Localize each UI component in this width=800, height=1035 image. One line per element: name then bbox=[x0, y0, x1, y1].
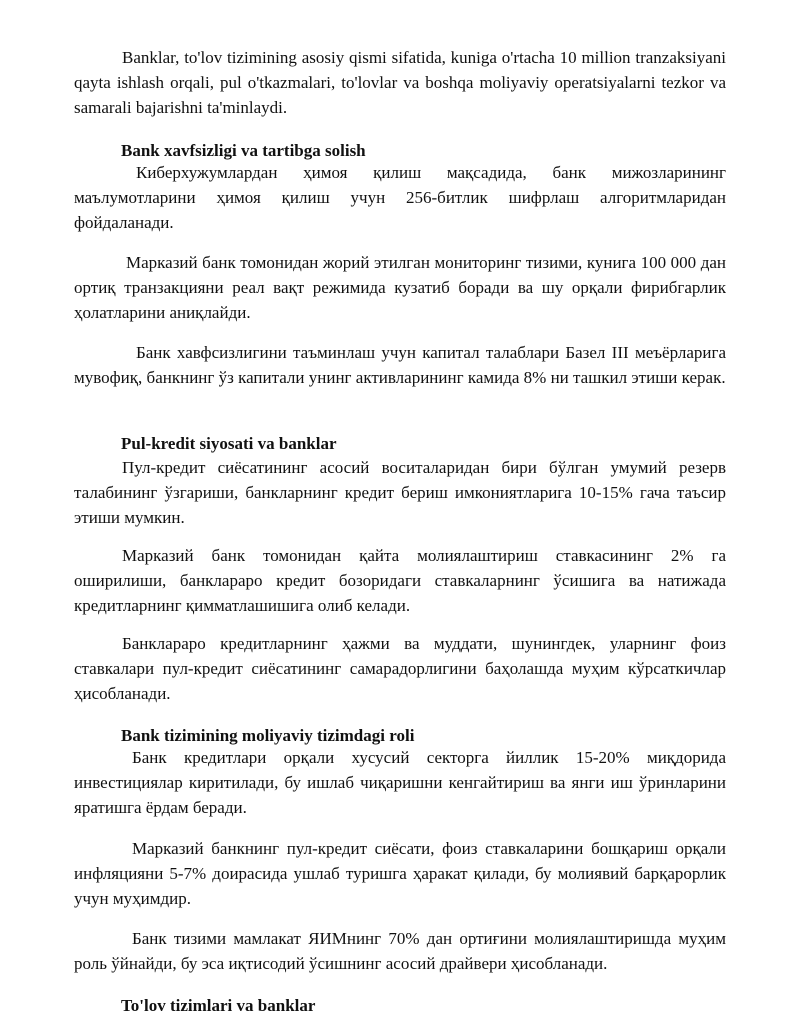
security-paragraph-3: Банк хавфсизлигини таъминлаш учун капитал талаблари Базел III меъёрларига мувофиқ, банкнинг ўз капитали унинг активларининг камида 8% ни ташкил этиши керак. bbox=[74, 343, 726, 387]
monetary-paragraph-3-block bbox=[74, 631, 726, 706]
security-paragraph-3-block bbox=[74, 340, 726, 390]
role-paragraph-2: Марказий банкнинг пул-кредит сиёсати, фоиз ставкаларини бошқариш орқали инфляцияни 5-7% доирасида ушлаб туришга ҳаракат қилади, бу молиявий барқарорлик учун муҳимдир. bbox=[74, 839, 726, 908]
intro-paragraph-block bbox=[74, 45, 726, 120]
intro-paragraph: Banklar, to'lov tizimining asosiy qismi sifatida, kuniga o'rtacha 10 million tranzaksiyani qayta ishlash orqali, pul o'tkazmalari, to'lovlar va boshqa moliyaviy operatsiyalarni tezkor va samarali bajarishni ta'minlaydi. bbox=[74, 48, 726, 117]
section-heading-payment-systems: To'lov tizimlari va banklar bbox=[121, 996, 316, 1015]
section-heading-financial-role: Bank tizimining moliyaviy tizimdagi roli bbox=[121, 726, 415, 745]
security-paragraph-1: Киберхужумлардан ҳимоя қилиш мақсадида, банк мижозларининг маълумотларини ҳимоя қилиш учун 256-битлик шифрлаш алгоритмларидан фойдаланади. bbox=[74, 163, 726, 232]
monetary-paragraph-1: Пул-кредит сиёсатининг асосий воситаларидан бири бўлган умумий резерв талабининг ўзгариши, банкларнинг кредит бериш имкониятларига 10-15% гача таъсир этиши мумкин. bbox=[74, 458, 726, 527]
monetary-paragraph-1-block bbox=[74, 455, 726, 530]
section-heading-security: Bank xavfsizligi va tartibga solish bbox=[121, 141, 366, 160]
security-paragraph-2-block bbox=[74, 250, 726, 325]
role-paragraph-3: Банк тизими мамлакат ЯИМнинг 70% дан ортиғини молиялаштиришда муҳим роль ўйнайди, бу эса иқтисодий ўсишнинг асосий драйвери ҳисобланади. bbox=[74, 929, 726, 973]
role-paragraph-2-block bbox=[74, 836, 726, 911]
role-paragraph-1: Банк кредитлари орқали хусусий секторга йиллик 15-20% миқдорида инвестициялар киритилади, бу ишлаб чиқаришни кенгайтириш ва янги иш ўринларини яратишга ёрдам беради. bbox=[74, 748, 726, 817]
security-paragraph-2: Марказий банк томонидан жорий этилган мониторинг тизими, кунига 100 000 дан ортиқ транзакцияни реал вақт режимида кузатиб боради ва шу орқали фирибгарлик ҳолатларини аниқлайди. bbox=[74, 253, 726, 322]
monetary-paragraph-2-block bbox=[74, 543, 726, 618]
role-paragraph-3-block bbox=[74, 926, 726, 976]
monetary-paragraph-2: Марказий банк томонидан қайта молиялаштириш ставкасининг 2% га оширилиши, банклараро кредит бозоридаги ставкаларнинг ўсишига ва натижада кредитларнинг қимматлашишига олиб келади. bbox=[74, 546, 726, 615]
monetary-paragraph-3: Банклараро кредитларнинг ҳажми ва муддати, шунингдек, уларнинг фоиз ставкалари пул-кредит сиёсатининг самарадорлигини баҳолашда муҳим кўрсаткичлар ҳисобланади. bbox=[74, 634, 726, 703]
section-heading-monetary-policy: Pul-kredit siyosati va banklar bbox=[121, 434, 337, 453]
security-paragraph-1-block bbox=[74, 160, 726, 235]
role-paragraph-1-block bbox=[74, 745, 726, 820]
